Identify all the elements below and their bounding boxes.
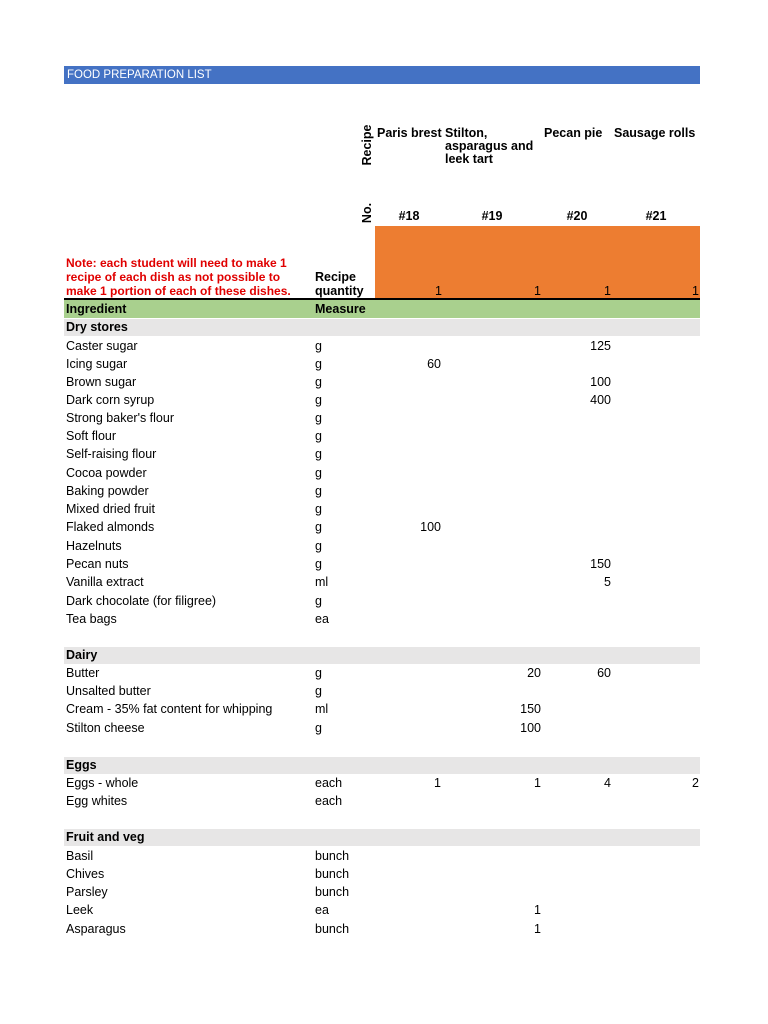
table-row xyxy=(0,537,768,555)
ingredient-cell: Stilton cheese xyxy=(66,721,145,735)
section-title: Fruit and veg xyxy=(66,830,145,844)
quantity-cell: 4 xyxy=(604,776,611,790)
table-row xyxy=(0,555,768,573)
recipe-name-21: Sausage rolls xyxy=(614,126,696,140)
quantity-cell: 60 xyxy=(597,666,611,680)
table-row xyxy=(0,355,768,373)
measure-cell: g xyxy=(315,447,322,461)
recipe-quantity-20: 1 xyxy=(604,284,611,298)
measure-cell: g xyxy=(315,484,322,498)
ingredient-cell: Egg whites xyxy=(66,794,128,808)
ingredient-cell: Eggs - whole xyxy=(66,776,139,790)
table-row xyxy=(0,373,768,391)
quantity-cell: 2 xyxy=(692,776,699,790)
quantity-cell: 125 xyxy=(590,339,611,353)
quantity-cell: 150 xyxy=(520,702,541,716)
section-header xyxy=(64,647,700,664)
measure-cell: g xyxy=(315,466,322,480)
ingredient-cell: Unsalted butter xyxy=(66,684,151,698)
table-row xyxy=(0,719,768,737)
table-row xyxy=(0,573,768,591)
ingredient-cell: Butter xyxy=(66,666,100,680)
ingredient-cell: Hazelnuts xyxy=(66,539,122,553)
ingredient-cell: Dark corn syrup xyxy=(66,393,155,407)
ingredient-cell: Soft flour xyxy=(66,429,117,443)
table-row xyxy=(0,464,768,482)
recipe-quantity-21: 1 xyxy=(692,284,699,298)
quantity-cell: 60 xyxy=(427,357,441,371)
section-title: Eggs xyxy=(66,758,97,772)
ingredient-cell: Basil xyxy=(66,849,94,863)
note-text: Note: each student will need to make 1 recipe of each dish as not possible to make 1 portion of each of these dishes. xyxy=(66,256,291,298)
ingredient-cell: Vanilla extract xyxy=(66,575,144,589)
measure-cell: g xyxy=(315,502,322,516)
ingredient-cell: Strong baker's flour xyxy=(66,411,174,425)
measure-cell: ml xyxy=(315,575,329,589)
recipe-label: Recipe xyxy=(360,124,374,166)
measure-cell: g xyxy=(315,339,322,353)
measure-column-header: Measure xyxy=(315,302,366,316)
table-row xyxy=(0,901,768,919)
table-row xyxy=(0,500,768,518)
table-row xyxy=(0,592,768,610)
ingredient-cell: Caster sugar xyxy=(66,339,138,353)
recipe-name-20: Pecan pie xyxy=(544,126,603,140)
ingredient-cell: Dark chocolate (for filigree) xyxy=(66,594,217,608)
ingredient-cell: Parsley xyxy=(66,885,108,899)
ingredient-cell: Leek xyxy=(66,903,94,917)
ingredient-column-header: Ingredient xyxy=(66,302,127,316)
ingredient-cell: Self-raising flour xyxy=(66,447,157,461)
table-row xyxy=(0,792,768,810)
table-row xyxy=(0,865,768,883)
table-row xyxy=(0,920,768,938)
ingredient-cell: Brown sugar xyxy=(66,375,137,389)
measure-cell: g xyxy=(315,666,322,680)
table-row xyxy=(0,664,768,682)
ingredient-cell: Mixed dried fruit xyxy=(66,502,155,516)
measure-cell: ml xyxy=(315,702,329,716)
measure-cell: g xyxy=(315,520,322,534)
no-label: No. xyxy=(360,202,374,224)
measure-cell: g xyxy=(315,539,322,553)
ingredient-cell: Cream - 35% fat content for whipping xyxy=(66,702,273,716)
table-row xyxy=(0,482,768,500)
measure-cell: bunch xyxy=(315,867,350,881)
quantity-cell: 1 xyxy=(534,922,541,936)
section-title: Dry stores xyxy=(66,320,128,334)
column-header xyxy=(64,300,700,318)
section-title: Dairy xyxy=(66,648,98,662)
measure-cell: g xyxy=(315,375,322,389)
table-row xyxy=(0,445,768,463)
measure-cell: each xyxy=(315,794,343,808)
measure-cell: ea xyxy=(315,612,329,626)
quantity-cell: 1 xyxy=(534,776,541,790)
measure-cell: bunch xyxy=(315,922,350,936)
ingredient-cell: Chives xyxy=(66,867,105,881)
table-row xyxy=(0,337,768,355)
recipe-name-18: Paris brest xyxy=(377,126,442,140)
quantity-cell: 5 xyxy=(604,575,611,589)
measure-cell: ea xyxy=(315,903,329,917)
section-header xyxy=(64,319,700,336)
quantity-cell: 100 xyxy=(420,520,441,534)
table-row xyxy=(0,427,768,445)
section-header xyxy=(64,829,700,846)
quantity-cell: 20 xyxy=(527,666,541,680)
recipe-quantity-label: Recipe quantity xyxy=(315,270,364,298)
quantity-cell: 1 xyxy=(534,903,541,917)
measure-cell: bunch xyxy=(315,849,350,863)
quantity-cell: 1 xyxy=(434,776,441,790)
section-header xyxy=(64,757,700,774)
quantity-cell: 400 xyxy=(590,393,611,407)
measure-cell: g xyxy=(315,594,322,608)
measure-cell: g xyxy=(315,411,322,425)
table-row xyxy=(0,774,768,792)
measure-cell: g xyxy=(315,357,322,371)
ingredient-cell: Flaked almonds xyxy=(66,520,155,534)
ingredient-cell: Icing sugar xyxy=(66,357,128,371)
recipe-name-19: Stilton, asparagus and leek tart xyxy=(445,126,534,166)
table-row xyxy=(0,883,768,901)
quantity-cell: 100 xyxy=(590,375,611,389)
measure-cell: bunch xyxy=(315,885,350,899)
ingredient-cell: Tea bags xyxy=(66,612,117,626)
table-row xyxy=(0,409,768,427)
table-row xyxy=(0,700,768,718)
table-row xyxy=(0,391,768,409)
measure-cell: each xyxy=(315,776,343,790)
recipe-number-18: #18 xyxy=(398,209,420,223)
measure-cell: g xyxy=(315,429,322,443)
table-row xyxy=(0,847,768,865)
sheet-title: FOOD PREPARATION LIST xyxy=(64,66,700,84)
measure-cell: g xyxy=(315,393,322,407)
table-row xyxy=(0,610,768,628)
table-row xyxy=(0,682,768,700)
measure-cell: g xyxy=(315,721,322,735)
recipe-quantity-18: 1 xyxy=(435,284,442,298)
table-row xyxy=(0,518,768,536)
recipe-quantity-19: 1 xyxy=(534,284,541,298)
recipe-number-20: #20 xyxy=(566,209,588,223)
ingredient-cell: Baking powder xyxy=(66,484,149,498)
quantity-cell: 100 xyxy=(520,721,541,735)
measure-cell: g xyxy=(315,684,322,698)
ingredient-cell: Asparagus xyxy=(66,922,126,936)
ingredient-cell: Cocoa powder xyxy=(66,466,147,480)
quantity-cell: 150 xyxy=(590,557,611,571)
recipe-number-19: #19 xyxy=(481,209,503,223)
ingredient-cell: Pecan nuts xyxy=(66,557,129,571)
measure-cell: g xyxy=(315,557,322,571)
recipe-number-21: #21 xyxy=(645,209,667,223)
